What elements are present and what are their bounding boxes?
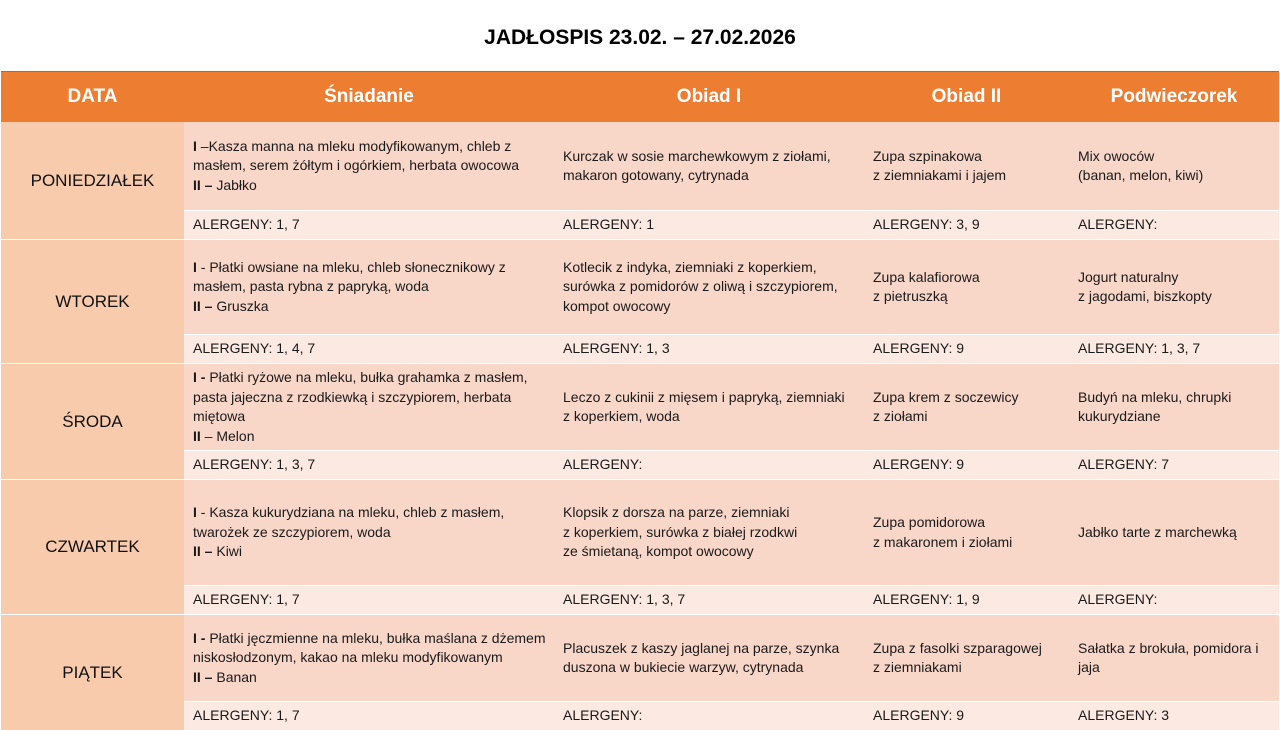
header-lunch-2: Obiad II	[864, 72, 1069, 123]
allergen-cell: ALERGENY: 1, 3	[554, 335, 864, 364]
snack-cell: Mix owoców (banan, melon, kiwi)	[1069, 122, 1279, 211]
meal-row-thursday	[1, 480, 1279, 586]
breakfast-cell: I - Płatki ryżowe na mleku, bułka grahamka z masłem, pasta jajeczna z rzodkiewką i szczypiorem, herbata miętowa II – Melon	[184, 364, 554, 451]
meal-row-tuesday	[1, 240, 1279, 335]
breakfast-cell: I - Płatki owsiane na mleku, chleb słonecznikowy z masłem, pasta rybna z papryką, woda II – Gruszka	[184, 240, 554, 335]
meal-row-friday	[1, 615, 1279, 702]
allergen-cell: ALERGENY:	[554, 702, 864, 730]
breakfast-cell: I - Płatki jęczmienne na mleku, bułka maślana z dżemem niskosłodzonym, kakao na mleku modyfikowanym II – Banan	[184, 615, 554, 702]
snack-cell: Jogurt naturalny z jagodami, biszkopty	[1069, 240, 1279, 335]
lunch2-cell: Zupa kalafiorowa z pietruszką	[864, 240, 1069, 335]
allergen-cell: ALERGENY: 1, 7	[184, 586, 554, 615]
lunch1-cell: Kurczak w sosie marchewkowym z ziołami, makaron gotowany, cytrynada	[554, 122, 864, 211]
day-friday: PIĄTEK	[1, 615, 184, 730]
allergen-cell: ALERGENY:	[1069, 211, 1279, 240]
lunch2-cell: Zupa z fasolki szparagowej z ziemniakami	[864, 615, 1069, 702]
allergen-cell: ALERGENY: 3	[1069, 702, 1279, 730]
header-row	[1, 72, 1279, 123]
allergen-cell: ALERGENY: 7	[1069, 451, 1279, 480]
allergen-cell: ALERGENY: 1, 3, 7	[1069, 335, 1279, 364]
meal-row-monday	[1, 122, 1279, 211]
allergen-row-wednesday	[1, 451, 1279, 480]
allergen-cell: ALERGENY: 1, 3, 7	[184, 451, 554, 480]
allergen-cell: ALERGENY: 9	[864, 335, 1069, 364]
allergen-cell: ALERGENY: 1, 3, 7	[554, 586, 864, 615]
menu-table	[1, 71, 1279, 730]
meal-row-wednesday	[1, 364, 1279, 451]
allergen-cell: ALERGENY: 1, 7	[184, 211, 554, 240]
allergen-cell: ALERGENY: 1, 9	[864, 586, 1069, 615]
lunch1-cell: Kotlecik z indyka, ziemniaki z koperkiem, surówka z pomidorów z oliwą i szczypiorem, kompot owocowy	[554, 240, 864, 335]
snack-cell: Budyń na mleku, chrupki kukurydziane	[1069, 364, 1279, 451]
allergen-cell: ALERGENY:	[554, 451, 864, 480]
header-breakfast: Śniadanie	[184, 72, 554, 123]
lunch2-cell: Zupa szpinakowa z ziemniakami i jajem	[864, 122, 1069, 211]
allergen-cell: ALERGENY: 1, 7	[184, 702, 554, 730]
snack-cell: Jabłko tarte z marchewką	[1069, 480, 1279, 586]
day-thursday: CZWARTEK	[1, 480, 184, 615]
allergen-row-friday	[1, 702, 1279, 730]
allergen-cell: ALERGENY: 9	[864, 451, 1069, 480]
lunch1-cell: Placuszek z kaszy jaglanej na parze, szynka duszona w bukiecie warzyw, cytrynada	[554, 615, 864, 702]
header-snack: Podwieczorek	[1069, 72, 1279, 123]
breakfast-cell: I - Kasza kukurydziana na mleku, chleb z masłem, twarożek ze szczypiorem, woda II – Kiwi	[184, 480, 554, 586]
day-monday: PONIEDZIAŁEK	[1, 122, 184, 240]
header-date: DATA	[1, 72, 184, 123]
page-title: JADŁOSPIS 23.02. – 27.02.2026	[0, 26, 1280, 50]
lunch1-cell: Klopsik z dorsza na parze, ziemniaki z koperkiem, surówka z białej rzodkwi ze śmietaną, kompot owocowy	[554, 480, 864, 586]
allergen-cell: ALERGENY:	[1069, 586, 1279, 615]
lunch2-cell: Zupa krem z soczewicy z ziołami	[864, 364, 1069, 451]
allergen-cell: ALERGENY: 3, 9	[864, 211, 1069, 240]
lunch2-cell: Zupa pomidorowa z makaronem i ziołami	[864, 480, 1069, 586]
snack-cell: Sałatka z brokuła, pomidora i jaja	[1069, 615, 1279, 702]
breakfast-cell: I –Kasza manna na mleku modyfikowanym, chleb z masłem, serem żółtym i ogórkiem, herbata owocowa II – Jabłko	[184, 122, 554, 211]
allergen-cell: ALERGENY: 1, 4, 7	[184, 335, 554, 364]
lunch1-cell: Leczo z cukinii z mięsem i papryką, ziemniaki z koperkiem, woda	[554, 364, 864, 451]
allergen-cell: ALERGENY: 9	[864, 702, 1069, 730]
allergen-row-thursday	[1, 586, 1279, 615]
allergen-row-tuesday	[1, 335, 1279, 364]
day-wednesday: ŚRODA	[1, 364, 184, 480]
allergen-row-monday	[1, 211, 1279, 240]
header-lunch-1: Obiad I	[554, 72, 864, 123]
allergen-cell: ALERGENY: 1	[554, 211, 864, 240]
day-tuesday: WTOREK	[1, 240, 184, 364]
